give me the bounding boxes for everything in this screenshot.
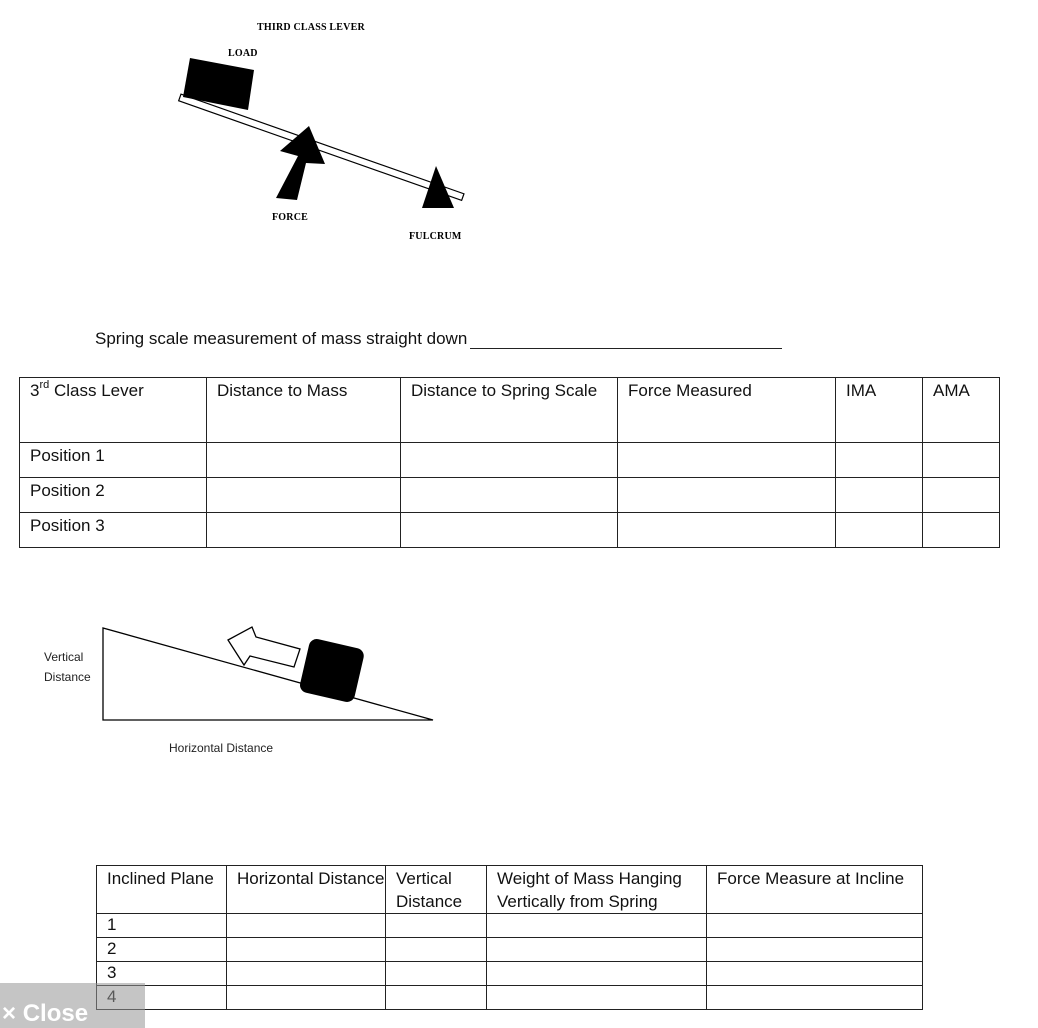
cell-input[interactable] xyxy=(386,962,487,986)
incline-header-force: Force Measure at Incline xyxy=(707,866,923,914)
row-label: Position 3 xyxy=(20,513,207,548)
horizontal-distance-label: Horizontal Distance xyxy=(169,741,274,755)
cell-input[interactable] xyxy=(386,914,487,938)
table-row xyxy=(20,513,1000,548)
cell-input[interactable] xyxy=(401,513,618,548)
row-label: 3 xyxy=(97,962,227,986)
incline-block xyxy=(298,637,365,703)
row-label: 2 xyxy=(97,938,227,962)
left-arrow-icon xyxy=(228,627,300,667)
lever-header-ama: AMA xyxy=(923,378,1000,443)
cell-input[interactable] xyxy=(227,914,386,938)
table-row xyxy=(97,962,923,986)
spring-scale-blank[interactable] xyxy=(470,331,782,349)
cell-input[interactable] xyxy=(227,986,386,1010)
vertical-distance-label: Vertical Distance xyxy=(44,650,91,684)
row-label: Position 2 xyxy=(20,478,207,513)
lever-header-force: Force Measured xyxy=(618,378,836,443)
cell-input[interactable] xyxy=(836,478,923,513)
lever-table-header xyxy=(20,378,1000,443)
load-label: LOAD xyxy=(228,48,258,59)
table-row xyxy=(97,914,923,938)
lever-header-distance-spring: Distance to Spring Scale xyxy=(401,378,618,443)
fulcrum-label: FULCRUM xyxy=(409,231,462,242)
incline-header-plane: Inclined Plane xyxy=(97,866,227,914)
lever-header-class: 3rd Class Lever xyxy=(20,378,207,443)
lever-beam xyxy=(179,94,464,200)
table-row xyxy=(97,938,923,962)
lever-header-distance-mass: Distance to Mass xyxy=(207,378,401,443)
cell-input[interactable] xyxy=(487,962,707,986)
table-row xyxy=(97,986,923,1010)
lever-diagram xyxy=(0,0,1038,300)
cell-input[interactable] xyxy=(401,443,618,478)
incline-triangle xyxy=(103,628,433,720)
cell-input[interactable] xyxy=(707,962,923,986)
spring-scale-prompt xyxy=(95,329,782,349)
cell-input[interactable] xyxy=(487,914,707,938)
lever-header-ima: IMA xyxy=(836,378,923,443)
close-label: Close xyxy=(22,1000,89,1027)
table-row xyxy=(20,478,1000,513)
cell-input[interactable] xyxy=(487,986,707,1010)
cell-input[interactable] xyxy=(923,513,1000,548)
lever-title: THIRD CLASS LEVER xyxy=(257,22,365,33)
cell-input[interactable] xyxy=(207,478,401,513)
incline-header-weight: Weight of Mass Hanging Vertically from Spring xyxy=(487,866,707,914)
cell-input[interactable] xyxy=(836,443,923,478)
cell-input[interactable] xyxy=(618,443,836,478)
cell-input[interactable] xyxy=(207,513,401,548)
row-label: 1 xyxy=(97,914,227,938)
close-button[interactable] xyxy=(0,983,145,1028)
incline-table xyxy=(96,865,923,1010)
cell-input[interactable] xyxy=(707,986,923,1010)
incline-table-header xyxy=(97,866,923,914)
cell-input[interactable] xyxy=(487,938,707,962)
cell-input[interactable] xyxy=(386,938,487,962)
force-label: FORCE xyxy=(272,212,308,223)
cell-input[interactable] xyxy=(707,914,923,938)
cell-input[interactable] xyxy=(227,962,386,986)
cell-input[interactable] xyxy=(618,513,836,548)
cell-input[interactable] xyxy=(836,513,923,548)
cell-input[interactable] xyxy=(707,938,923,962)
cell-input[interactable] xyxy=(923,478,1000,513)
cell-input[interactable] xyxy=(923,443,1000,478)
cell-input[interactable] xyxy=(386,986,487,1010)
lever-table xyxy=(19,377,1000,548)
cell-input[interactable] xyxy=(401,478,618,513)
incline-header-horizontal: Horizontal Distance xyxy=(227,866,386,914)
spring-scale-text: Spring scale measurement of mass straight down xyxy=(95,329,468,348)
close-icon: × xyxy=(2,1000,17,1027)
cell-input[interactable] xyxy=(207,443,401,478)
row-label: Position 1 xyxy=(20,443,207,478)
incline-header-vertical: Vertical Distance xyxy=(386,866,487,914)
cell-input[interactable] xyxy=(227,938,386,962)
table-row xyxy=(20,443,1000,478)
cell-input[interactable] xyxy=(618,478,836,513)
